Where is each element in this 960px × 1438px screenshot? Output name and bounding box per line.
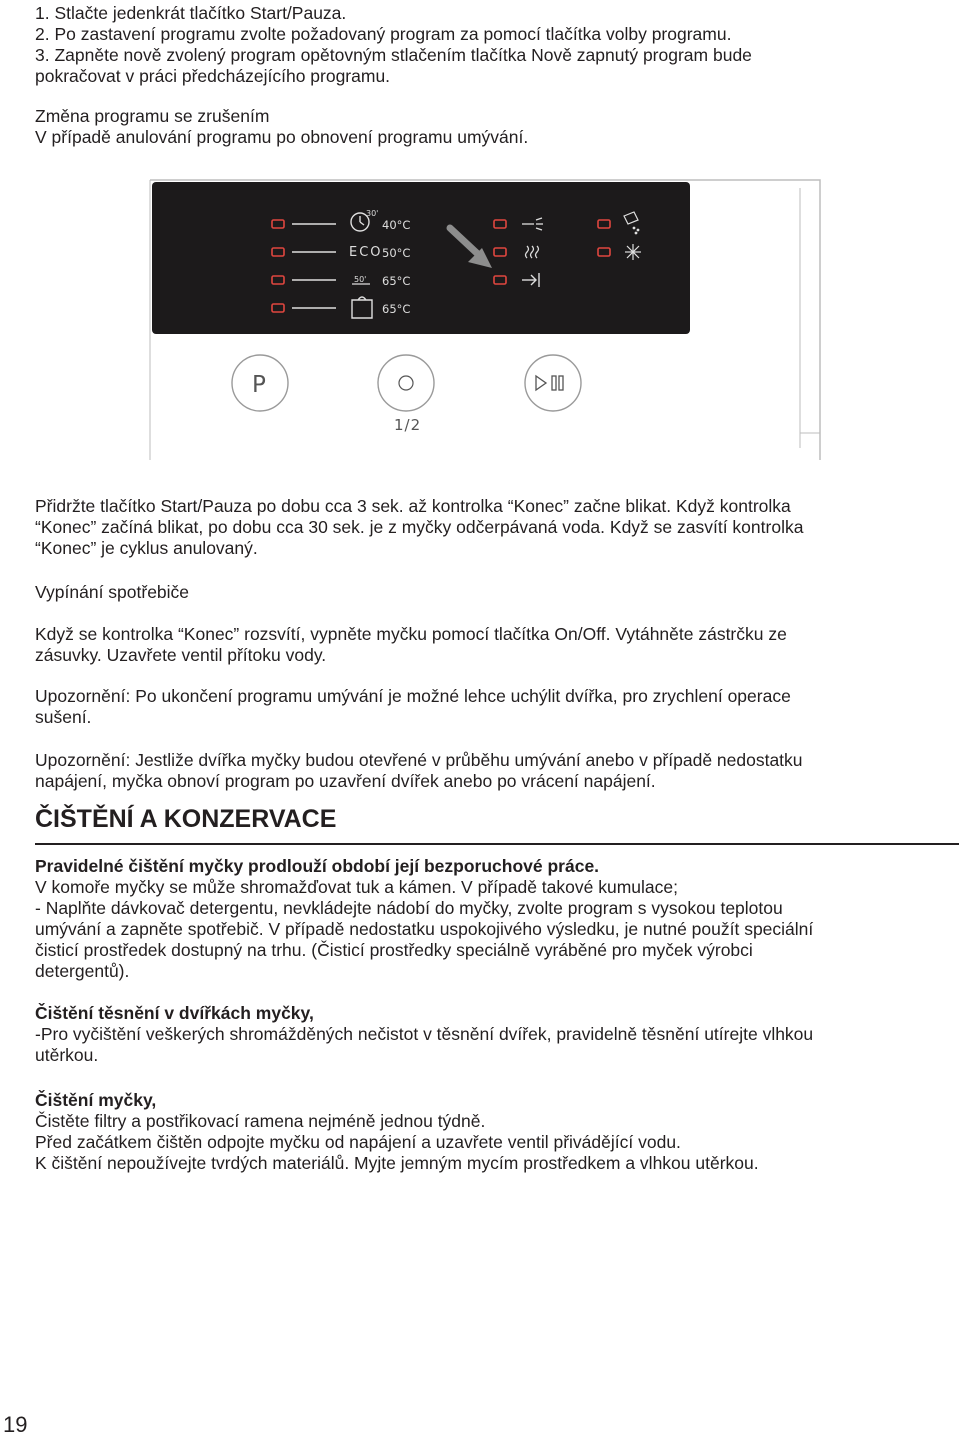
start-pause-button[interactable] <box>525 355 581 411</box>
seal-text-2: utěrkou. <box>35 1045 99 1065</box>
temp-1: 40°C <box>382 218 411 232</box>
control-panel-illustration <box>148 178 828 462</box>
off-title: Vypínání spotřebiče <box>35 582 190 602</box>
eco-label: ECO <box>349 245 383 260</box>
temp-4: 65°C <box>382 302 411 316</box>
hold-text-1: Přidržte tlačítko Start/Pauza po dobu cca 3 sek. až kontrolka “Konec” začne blikat. Když kontrolka <box>35 496 791 516</box>
temp-3: 65°C <box>382 274 411 288</box>
page-number: 19 <box>3 1412 28 1437</box>
note1-text-1: Upozornění: Po ukončení programu umývání je možné lehce uchýlit dvířka, pro zrychlení operace <box>35 686 791 706</box>
badge-50: 50' <box>354 275 367 284</box>
intro-step-3-cont: pokračovat v práci předcházejícího programu. <box>35 66 391 86</box>
note2-text-1: Upozornění: Jestliže dvířka myčky budou otevřené v průběhu umývání anebo v případě nedostatku <box>35 750 803 770</box>
machine-text-1: Čistěte filtry a postřikovací ramena nejméně jednou týdně. <box>35 1111 486 1131</box>
seal-cleaning-title: Čištění těsnění v dvířkách myčky, <box>35 1003 314 1023</box>
badge-30: 30' <box>366 209 379 218</box>
power-button[interactable] <box>378 355 434 411</box>
cancel-text: V případě anulování programu po obnovení programu umývání. <box>35 127 529 147</box>
machine-text-2: Před začátkem čištěn odpojte myčku od napájení a uzavřete ventil přivádějící vodu. <box>35 1132 681 1152</box>
regular-text-4: čisticí prostředek dostupný na trhu. (Čisticí prostředky speciálně vyráběné pro myček výrobci <box>35 940 753 960</box>
off-text-1: Když se kontrolka “Konec” rozsvítí, vypněte myčku pomocí tlačítka On/Off. Vytáhněte zástrčku ze <box>35 624 787 644</box>
temp-2: 50°C <box>382 246 411 260</box>
program-button-label: P <box>252 372 266 398</box>
rinse-aid-icon <box>625 244 641 260</box>
hold-text-2: “Konec” začíná blikat, po dobu cca 30 sek. je z myčky odčerpávaná voda. Když se zasvítí kontrolka <box>35 517 804 537</box>
intro-step-1: 1. Stlačte jedenkrát tlačítko Start/Pauza. <box>35 3 347 23</box>
regular-text-5: detergentů). <box>35 961 130 981</box>
off-text-2: zásuvky. Uzavřete ventil přítoku vody. <box>35 645 327 665</box>
section-rule <box>35 843 959 845</box>
hold-text-3: “Konec” je cyklus anulovaný. <box>35 538 258 558</box>
intro-step-2: 2. Po zastavení programu zvolte požadovaný program za pomocí tlačítka volby programu. <box>35 24 732 44</box>
regular-text-2: - Naplňte dávkovač detergentu, nevkládejte nádobí do myčky, zvolte program s vysokou teplotou <box>35 898 783 918</box>
note1-text-2: sušení. <box>35 707 92 727</box>
regular-cleaning-title: Pravidelné čištění myčky prodlouží období její bezporuchové práce. <box>35 856 600 876</box>
display-panel <box>152 182 690 334</box>
regular-text-1: V komoře myčky se může shromažďovat tuk a kámen. V případě takové kumulace; <box>35 877 678 897</box>
machine-cleaning-title: Čištění myčky, <box>35 1090 157 1110</box>
machine-text-3: K čištění nepoužívejte tvrdých materiálů. Myjte jemným mycím prostředkem a vlhkou utěrkou. <box>35 1153 759 1173</box>
regular-text-3: umývání a zapněte spotřebič. V případě nedostatku uspokojivého výsledku, je nutné použít speciální <box>35 919 814 939</box>
intro-step-3: 3. Zapněte nově zvolený program opětovným stlačením tlačítka Nově zapnutý program bude <box>35 45 752 65</box>
half-load-label: 1/2 <box>394 416 422 434</box>
cancel-title: Změna programu se zrušením <box>35 106 270 126</box>
seal-text-1: -Pro vyčištění veškerých shromážděných nečistot v těsnění dvířek, pravidelně těsnění utírejte vlhkou <box>35 1024 814 1044</box>
section-heading: ČIŠTĚNÍ A KONZERVACE <box>35 805 337 833</box>
note2-text-2: napájení, myčka obnoví program po uzavření dvířek anebo po vrácení napájení. <box>35 771 656 791</box>
